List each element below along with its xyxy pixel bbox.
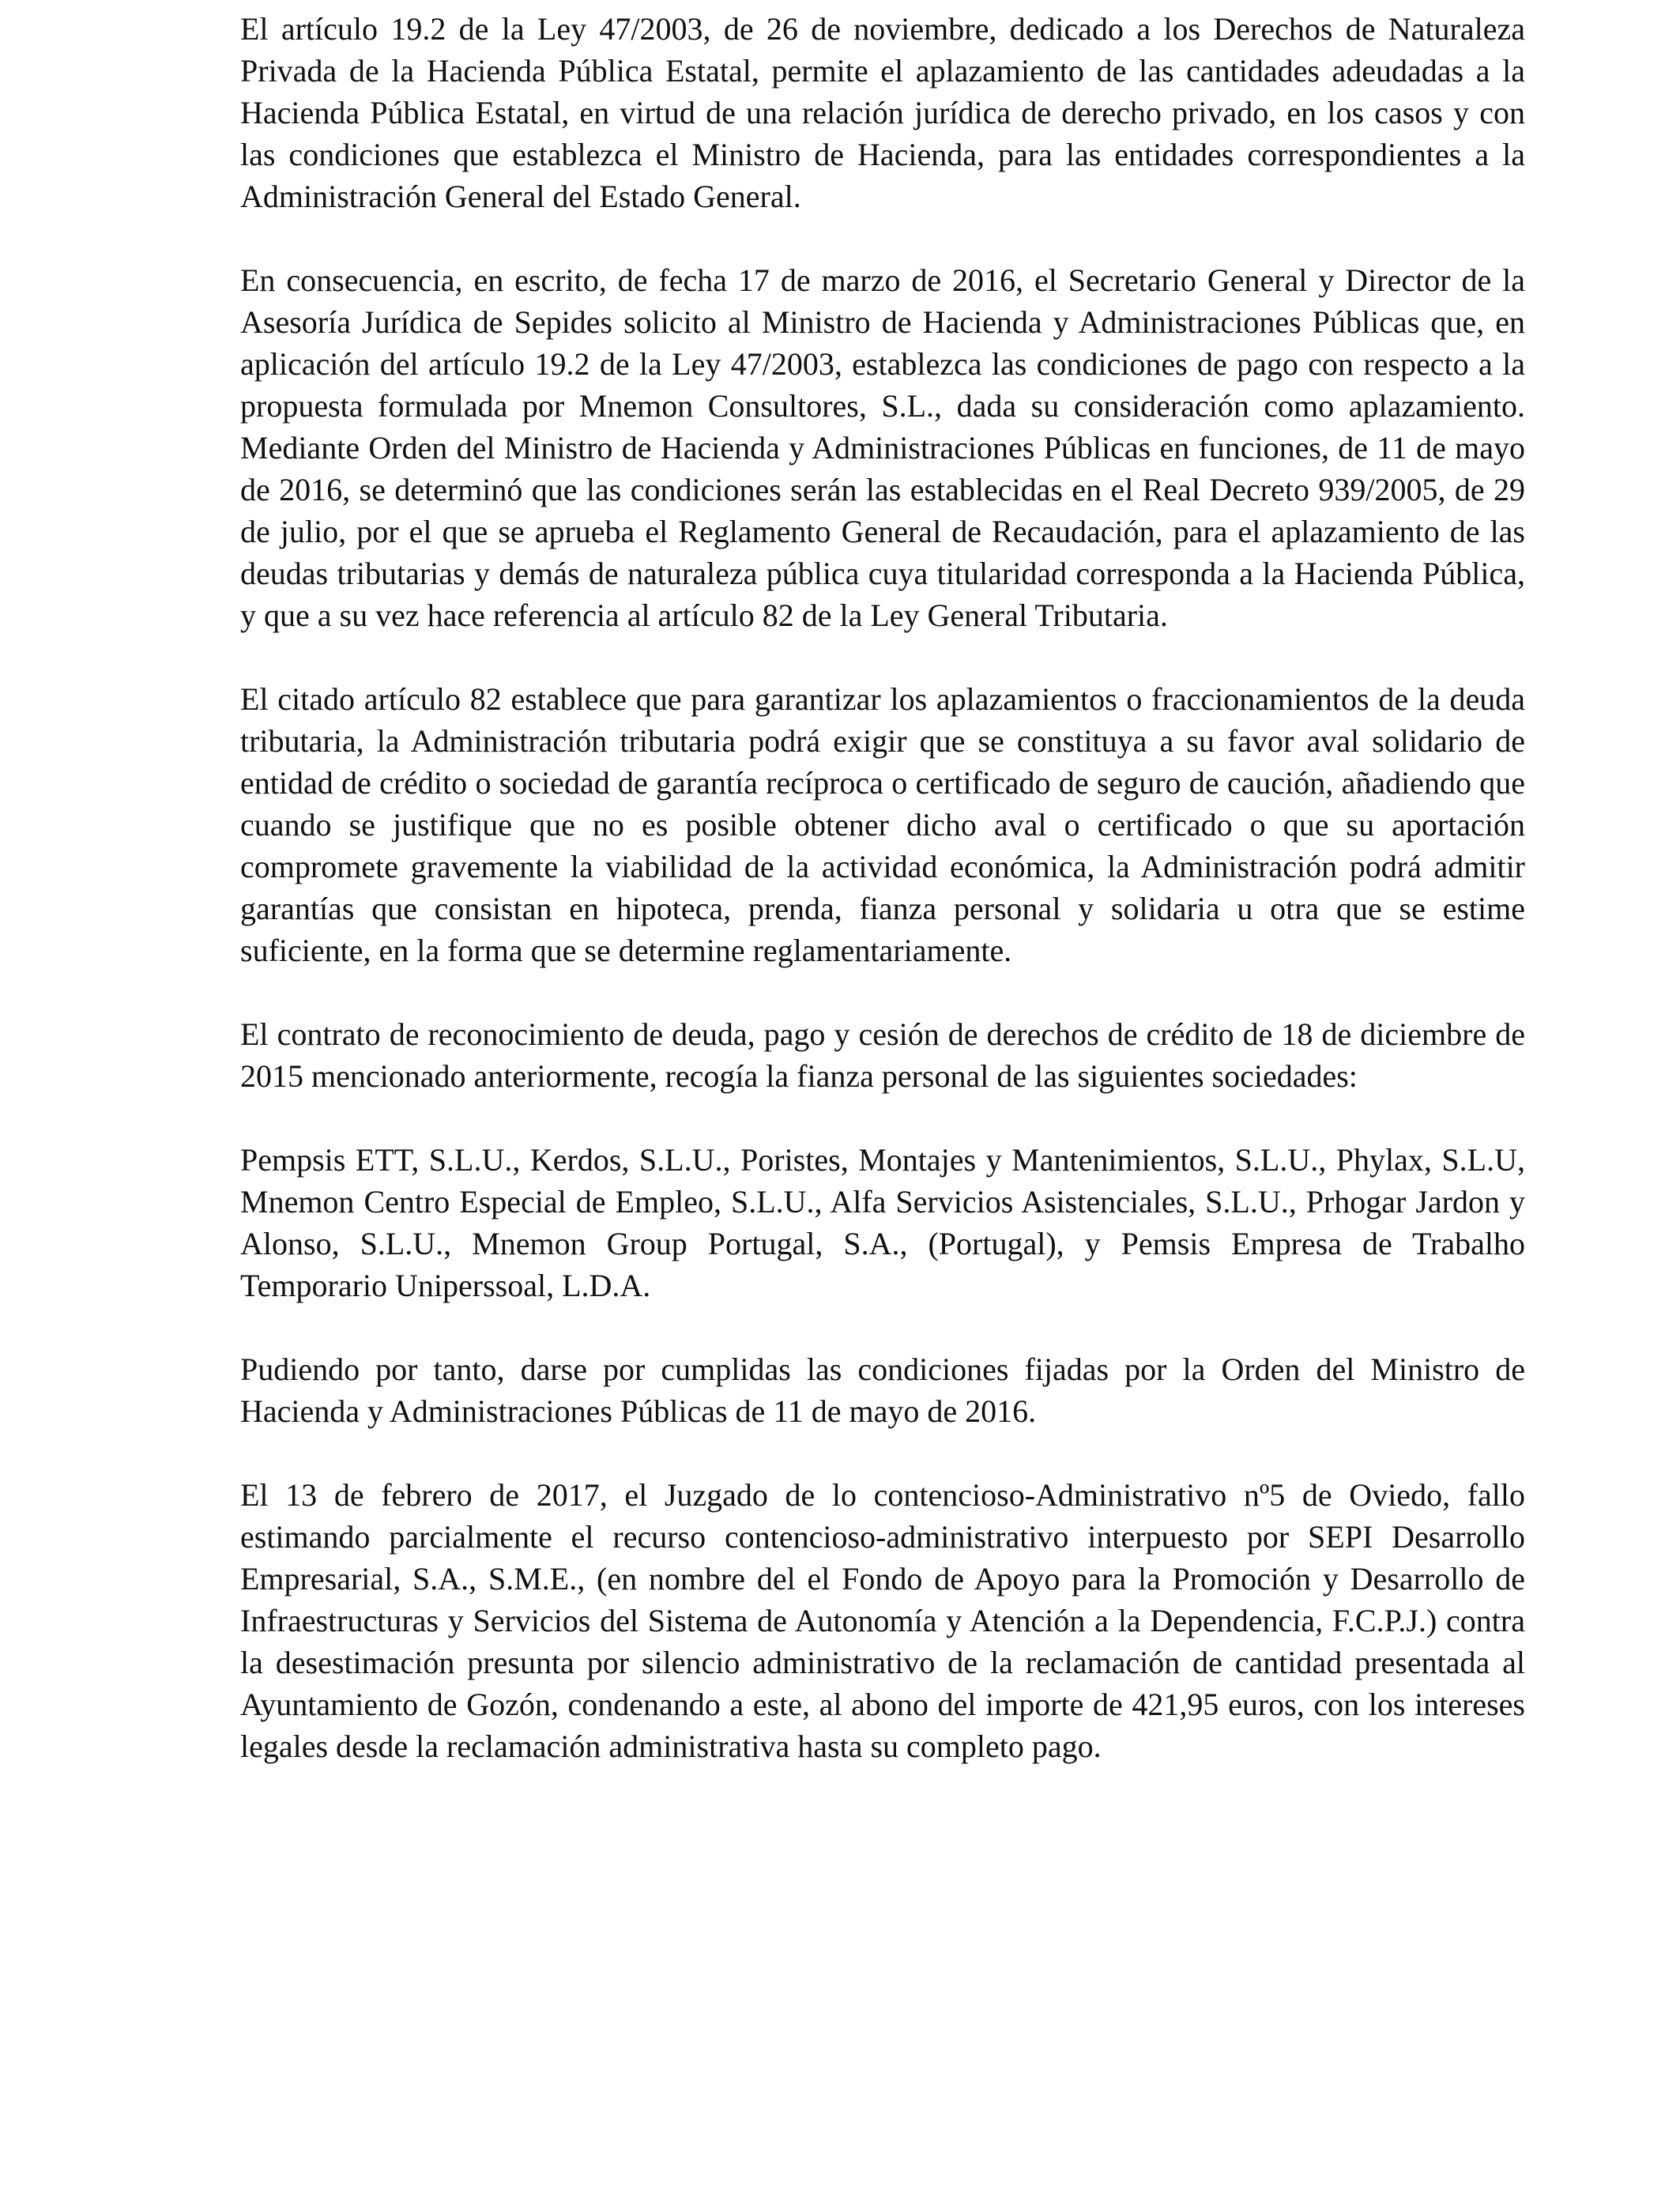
paragraph-sociedades-fiadoras: Pempsis ETT, S.L.U., Kerdos, S.L.U., Poristes, Montajes y Mantenimientos, S.L.U., Phylax, S.L.U, Mnemon Centro Especial de Empleo, S.L.U., Alfa Servicios Asistenciales, S.L.U., Prhogar Jardon y Alonso, S.L.U., Mnemon Group Portugal, S.A., (Portugal), y Pemsis Empresa de Trabalho Temporario Uniperssoal, L.D.A. <box>240 1142 1525 1303</box>
paragraph-juzgado-oviedo: El 13 de febrero de 2017, el Juzgado de lo contencioso-Administrativo nº5 de Oviedo, fallo estimando parcialmente el recurso contencioso-administrativo interpuesto por SEPI Desarrollo Empresarial, S.A., S.M.E., (en nombre del el Fondo de Apoyo para la Promoción y Desarrollo de Infraestructuras y Servicios del Sistema de Autonomía y Atención a la Dependencia, F.C.P.J.) contra la desestimación presunta por silencio administrativo de la reclamación de cantidad presentada al Ayuntamiento de Gozón, condenando a este, al abono del importe de 421,95 euros, con los intereses legales desde la reclamación administrativa hasta su completo pago. <box>240 1477 1525 1764</box>
paragraph-ley-47-2003: El artículo 19.2 de la Ley 47/2003, de 26 de noviembre, dedicado a los Derechos de Naturaleza Privada de la Hacienda Pública Estatal, permite el aplazamiento de las cantidades adeudadas a la Hacienda Pública Estatal, en virtud de una relación jurídica de derecho privado, en los casos y con las condiciones que establezca el Ministro de Hacienda, para las entidades correspondientes a la Administración General del Estado General. <box>240 11 1525 214</box>
document-page <box>240 8 1525 1767</box>
paragraph-condiciones-cumplidas: Pudiendo por tanto, darse por cumplidas las condiciones fijadas por la Orden del Ministro de Hacienda y Administraciones Públicas de 11 de mayo de 2016. <box>240 1351 1525 1429</box>
paragraph-escrito-sepides: En consecuencia, en escrito, de fecha 17 de marzo de 2016, el Secretario General y Director de la Asesoría Jurídica de Sepides solicito al Ministro de Hacienda y Administraciones Públicas que, en aplicación del artículo 19.2 de la Ley 47/2003, establezca las condiciones de pago con respecto a la propuesta formulada por Mnemon Consultores, S.L., dada su consideración como aplazamiento. Mediante Orden del Ministro de Hacienda y Administraciones Públicas en funciones, de 11 de mayo de 2016, se determinó que las condiciones serán las establecidas en el Real Decreto 939/2005, de 29 de julio, por el que se aprueba el Reglamento General de Recaudación, para el aplazamiento de las deudas tributarias y demás de naturaleza pública cuya titularidad corresponda a la Hacienda Pública, y que a su vez hace referencia al artículo 82 de la Ley General Tributaria. <box>240 262 1525 633</box>
paragraph-contrato-reconocimiento: El contrato de reconocimiento de deuda, pago y cesión de derechos de crédito de 18 de diciembre de 2015 mencionado anteriormente, recogía la fianza personal de las siguientes sociedades: <box>240 1016 1525 1094</box>
paragraph-articulo-82: El citado artículo 82 establece que para garantizar los aplazamientos o fraccionamientos de la deuda tributaria, la Administración tributaria podrá exigir que se constituya a su favor aval solidario de entidad de crédito o sociedad de garantía recíproca o certificado de seguro de caución, añadiendo que cuando se justifique que no es posible obtener dicho aval o certificado o que su aportación compromete gravemente la viabilidad de la actividad económica, la Administración podrá admitir garantías que consistan en hipoteca, prenda, fianza personal y solidaria u otra que se estime suficiente, en la forma que se determine reglamentariamente. <box>240 681 1525 968</box>
